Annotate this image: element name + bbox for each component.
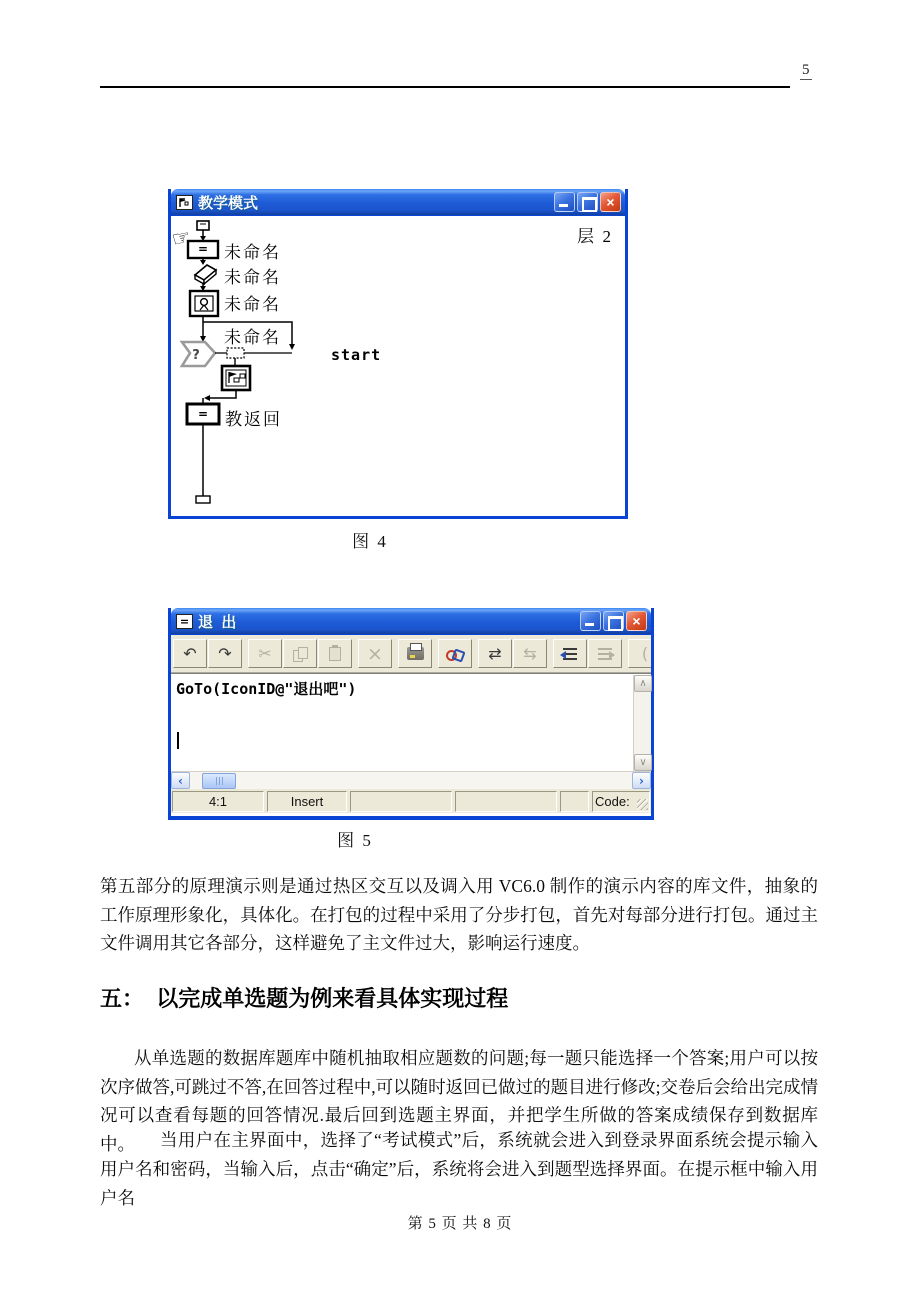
page-footer: 第 5 页 共 8 页 (407, 1216, 513, 1232)
find-icon[interactable] (438, 639, 472, 668)
icon-label[interactable]: 教返回 (225, 410, 282, 429)
insert-mode: Insert (267, 791, 347, 812)
cut-icon[interactable]: ✂ (248, 639, 282, 668)
response-type-symbol[interactable] (227, 348, 244, 358)
outdent-icon[interactable] (588, 639, 622, 668)
status-cell-empty (560, 791, 589, 812)
minimize-button[interactable] (554, 192, 575, 212)
minimize-button[interactable] (580, 611, 601, 631)
clipped-toolbar-button[interactable]: ( (628, 639, 651, 668)
erase-icon[interactable] (195, 265, 216, 284)
svg-text:=: = (197, 242, 209, 256)
interaction-glyph: ? (192, 348, 200, 363)
swap-arrows-icon[interactable]: ⇄ (478, 639, 512, 668)
window-title: 退 出 (198, 613, 237, 631)
status-bar (171, 789, 651, 813)
scroll-up-icon[interactable]: ∧ (634, 675, 652, 692)
movie-icon[interactable] (190, 291, 218, 316)
horizontal-scrollbar[interactable] (171, 771, 651, 789)
maximize-button[interactable] (603, 611, 624, 631)
maximize-button[interactable] (577, 192, 598, 212)
svg-text:=: = (197, 407, 209, 421)
scroll-thumb[interactable] (202, 773, 236, 789)
code-toolbar (171, 635, 651, 673)
undo-icon[interactable]: ↶ (173, 639, 207, 668)
paragraph-exam-mode: 当用户在主界面中，选择了“考试模式”后，系统就会进入到登录界面系统会提示输入用户名和密码，当输入后，点击“确定”后，系统将会进入到题型选择界面。在提示框中输入用户名 (100, 1130, 818, 1208)
scroll-left-icon[interactable]: ‹ (171, 772, 190, 789)
close-button[interactable]: × (626, 611, 647, 631)
code-editor[interactable] (171, 673, 651, 771)
cursor-position: 4:1 (172, 791, 264, 812)
layer-label: 层 2 (577, 227, 611, 246)
interaction-icon[interactable] (182, 342, 215, 366)
teaching-mode-window (168, 189, 628, 519)
code-status-label: Code: (595, 794, 630, 809)
delete-icon[interactable]: × (358, 639, 392, 668)
header-rule (100, 86, 790, 88)
icon-label[interactable]: 未命名 (224, 295, 281, 314)
calc-title-icon: = (176, 614, 193, 629)
exit-window-titlebar[interactable] (171, 608, 651, 635)
figure5-caption: 图 5 (337, 831, 373, 850)
indent-icon[interactable] (553, 639, 587, 668)
copy-icon[interactable] (283, 639, 317, 668)
vertical-scrollbar[interactable] (633, 675, 651, 771)
map-icon (176, 195, 193, 210)
icon-label[interactable]: 未命名 (224, 268, 281, 287)
exit-code-window (168, 608, 654, 820)
scroll-down-icon[interactable]: ∨ (634, 754, 652, 771)
icon-label[interactable]: 未命名 (224, 243, 281, 262)
calc-icon-1[interactable] (188, 241, 218, 258)
calc-icon-2[interactable] (187, 404, 219, 424)
paragraph-question-bank: 从单选题的数据库题库中随机抽取相应题数的问题;每一题只能选择一个答案;用户可以按次序做答,可跳过不答,在回答过程中,可以随时返回已做过的题目进行修改;交卷后会给出完成情况可以查看每题的回答情况.最后回到选题主界面，并把学生所做的答案成绩保存到数据库中。 (100, 1048, 818, 1154)
status-cell-empty (350, 791, 452, 812)
status-cell-empty (455, 791, 557, 812)
flowline-canvas[interactable] (171, 216, 625, 516)
figure4-caption: 图 4 (352, 532, 388, 551)
paste-icon[interactable] (318, 639, 352, 668)
hand-pointer-icon: ☞ (169, 224, 194, 252)
page-number: 5 (802, 62, 810, 78)
framework-icon[interactable] (222, 366, 250, 390)
code-line: GoTo(IconID@"退出吧") (176, 680, 357, 698)
resize-grip[interactable] (637, 799, 648, 810)
close-button[interactable]: × (600, 192, 621, 212)
icon-label[interactable]: 未命名 (224, 328, 281, 347)
flowline-end-marker[interactable] (196, 496, 210, 503)
window-title: 教学模式 (198, 194, 259, 212)
redo-icon[interactable]: ↷ (208, 639, 242, 668)
text-caret (177, 732, 179, 749)
paragraph-principle-demo: 第五部分的原理演示则是通过热区交互以及调入用 VC6.0 制作的演示内容的库文件，抽象的工作原理形象化，具体化。在打包的过程中采用了分步打包，首先对每部分进行打包。通过主文件调用其它各部分，这样避免了主文件过大，影响运行速度。 (100, 876, 818, 953)
section-heading: 五： 以完成单选题为例来看具体实现过程 (100, 986, 509, 1011)
code-status (592, 791, 650, 812)
swap-arrows-disabled-icon[interactable]: ⇆ (513, 639, 547, 668)
start-text: start (331, 346, 382, 364)
teaching-mode-titlebar[interactable] (171, 189, 625, 216)
scroll-right-icon[interactable]: › (632, 772, 651, 789)
print-icon[interactable] (398, 639, 432, 668)
